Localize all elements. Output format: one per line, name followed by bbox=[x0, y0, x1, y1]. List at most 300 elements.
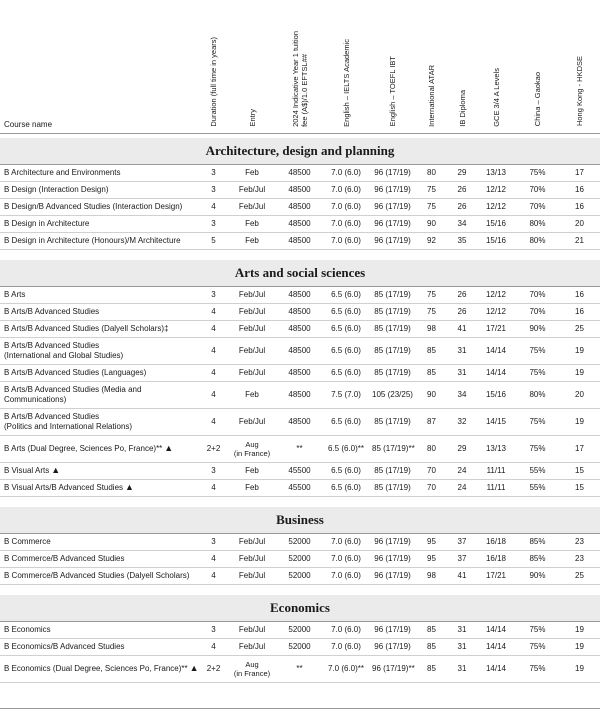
entry-cell: Feb bbox=[227, 479, 277, 496]
course-name: B Economics bbox=[4, 624, 51, 634]
ielts-cell: 7.0 (6.0) bbox=[322, 215, 370, 232]
toefl-cell: 96 (17/19) bbox=[370, 198, 415, 215]
ib-cell: 41 bbox=[448, 320, 476, 337]
gce-cell: 12/12 bbox=[476, 181, 516, 198]
course-name-cell bbox=[0, 638, 200, 655]
duration-cell: 2+2 bbox=[200, 655, 227, 682]
course-name-cell bbox=[0, 164, 200, 181]
section-heading-row bbox=[0, 595, 600, 622]
fee-cell: 48500 bbox=[277, 164, 322, 181]
duration-cell: 3 bbox=[200, 533, 227, 550]
entry-cell: Feb/Jul bbox=[227, 198, 277, 215]
gaokao-cell: 85% bbox=[516, 550, 559, 567]
table-row bbox=[0, 215, 600, 232]
course-name: B Economics/B Advanced Studies bbox=[4, 641, 125, 651]
gce-cell: 11/11 bbox=[476, 462, 516, 479]
atar-cell: 85 bbox=[415, 621, 448, 638]
toefl-cell: 96 (17/19) bbox=[370, 533, 415, 550]
gaokao-cell: 80% bbox=[516, 232, 559, 249]
course-name-cell bbox=[0, 320, 200, 337]
table-row bbox=[0, 164, 600, 181]
toefl-cell: 96 (17/19) bbox=[370, 164, 415, 181]
toefl-cell: 85 (17/19) bbox=[370, 364, 415, 381]
course-name: B Design in Architecture bbox=[4, 218, 90, 228]
gaokao-cell: 70% bbox=[516, 303, 559, 320]
gce-cell: 17/21 bbox=[476, 320, 516, 337]
atar-cell: 95 bbox=[415, 533, 448, 550]
course-name: B Arts bbox=[4, 289, 26, 299]
toefl-cell: 96 (17/19) bbox=[370, 638, 415, 655]
hkdse-cell: 23 bbox=[559, 550, 600, 567]
gce-cell: 12/12 bbox=[476, 286, 516, 303]
hkdse-cell: 25 bbox=[559, 567, 600, 584]
hkdse-cell: 25 bbox=[559, 320, 600, 337]
course-name-cell bbox=[0, 533, 200, 550]
ib-cell: 34 bbox=[448, 381, 476, 408]
table-row bbox=[0, 381, 600, 408]
fee-cell: 52000 bbox=[277, 621, 322, 638]
entry-cell: Feb bbox=[227, 381, 277, 408]
hkdse-cell: 15 bbox=[559, 479, 600, 496]
hkdse-cell: 19 bbox=[559, 337, 600, 364]
entry-cell: Feb/Jul bbox=[227, 303, 277, 320]
header-hkdse: Hong Kong - HKDSE bbox=[559, 0, 600, 133]
ielts-cell: 6.5 (6.0) bbox=[322, 303, 370, 320]
ib-cell: 26 bbox=[448, 303, 476, 320]
course-name-cell bbox=[0, 181, 200, 198]
entry-cell: Feb/Jul bbox=[227, 550, 277, 567]
fee-cell: 48500 bbox=[277, 303, 322, 320]
course-name-cell bbox=[0, 337, 200, 364]
header-fee-line1: 2024 Indicative Year 1 tuition bbox=[290, 30, 300, 127]
gaokao-cell: 75% bbox=[516, 408, 559, 435]
course-name: B Economics (Dual Degree, Sciences Po, France)** bbox=[4, 664, 188, 673]
hkdse-cell: 16 bbox=[559, 198, 600, 215]
duration-cell: 5 bbox=[200, 232, 227, 249]
table-row bbox=[0, 198, 600, 215]
course-name: B Arts/B Advanced Studies bbox=[4, 411, 100, 421]
hkdse-cell: 21 bbox=[559, 232, 600, 249]
atar-cell: 80 bbox=[415, 435, 448, 462]
gaokao-cell: 70% bbox=[516, 286, 559, 303]
course-name: B Commerce bbox=[4, 536, 51, 546]
atar-cell: 75 bbox=[415, 286, 448, 303]
ib-cell: 24 bbox=[448, 479, 476, 496]
section-heading-row bbox=[0, 507, 600, 534]
hkdse-cell: 19 bbox=[559, 621, 600, 638]
course-name-line2: Communications) bbox=[4, 394, 67, 404]
table-row bbox=[0, 550, 600, 567]
ib-cell: 35 bbox=[448, 232, 476, 249]
duration-cell: 3 bbox=[200, 164, 227, 181]
entry-cell: Feb/Jul bbox=[227, 408, 277, 435]
ib-cell: 31 bbox=[448, 655, 476, 682]
ib-cell: 37 bbox=[448, 533, 476, 550]
course-name: B Commerce/B Advanced Studies (Dalyell Scholars) bbox=[4, 570, 190, 580]
course-name-line2: (Politics and International Relations) bbox=[4, 421, 133, 431]
header-duration: Duration (full time in years) bbox=[200, 0, 227, 133]
ib-cell: 31 bbox=[448, 638, 476, 655]
ielts-cell: 6.5 (6.0) bbox=[322, 479, 370, 496]
entry-cell: Feb bbox=[227, 164, 277, 181]
duration-cell: 4 bbox=[200, 408, 227, 435]
ib-cell: 31 bbox=[448, 337, 476, 364]
entry-cell: Feb/Jul bbox=[227, 286, 277, 303]
entry-value: Aug bbox=[245, 659, 259, 669]
ielts-cell: 7.0 (6.0) bbox=[322, 164, 370, 181]
fee-cell: 48500 bbox=[277, 286, 322, 303]
ielts-cell: 7.0 (6.0) bbox=[322, 533, 370, 550]
section-title: Business bbox=[0, 507, 600, 534]
ielts-cell: 7.0 (6.0) bbox=[322, 550, 370, 567]
fee-cell: 52000 bbox=[277, 550, 322, 567]
toefl-cell: 85 (17/19)** bbox=[370, 435, 415, 462]
toefl-cell: 85 (17/19) bbox=[370, 479, 415, 496]
course-name-cell bbox=[0, 215, 200, 232]
ib-cell: 29 bbox=[448, 164, 476, 181]
ielts-cell: 7.0 (6.0) bbox=[322, 232, 370, 249]
toefl-cell: 96 (17/19)** bbox=[370, 655, 415, 682]
course-name-cell bbox=[0, 198, 200, 215]
gaokao-cell: 70% bbox=[516, 181, 559, 198]
duration-cell: 4 bbox=[200, 364, 227, 381]
course-name-line2: (International and Global Studies) bbox=[4, 350, 124, 360]
fee-cell: 48500 bbox=[277, 232, 322, 249]
ielts-cell: 6.5 (6.0) bbox=[322, 462, 370, 479]
course-name: B Arts/B Advanced Studies bbox=[4, 340, 100, 350]
table-row bbox=[0, 320, 600, 337]
header-course-name: Course name bbox=[0, 0, 200, 133]
toefl-cell: 85 (17/19) bbox=[370, 408, 415, 435]
course-name-cell bbox=[0, 286, 200, 303]
hkdse-cell: 23 bbox=[559, 533, 600, 550]
toefl-cell: 96 (17/19) bbox=[370, 181, 415, 198]
table-row bbox=[0, 479, 600, 496]
course-name-cell bbox=[0, 364, 200, 381]
toefl-cell: 105 (23/25) bbox=[370, 381, 415, 408]
ielts-cell: 7.0 (6.0)** bbox=[322, 655, 370, 682]
duration-cell: 3 bbox=[200, 215, 227, 232]
table-row bbox=[0, 435, 600, 462]
section-spacer bbox=[0, 249, 600, 260]
header-atar: International ATAR bbox=[415, 0, 448, 133]
atar-cell: 85 bbox=[415, 655, 448, 682]
header-gaokao: China – Gaokao bbox=[516, 0, 559, 133]
table-row bbox=[0, 408, 600, 435]
gaokao-cell: 75% bbox=[516, 164, 559, 181]
gaokao-cell: 90% bbox=[516, 320, 559, 337]
entry-cell: Feb/Jul bbox=[227, 638, 277, 655]
ib-cell: 26 bbox=[448, 181, 476, 198]
course-name: B Design/B Advanced Studies (Interaction Design) bbox=[4, 201, 183, 211]
duration-cell: 3 bbox=[200, 621, 227, 638]
ielts-cell: 7.0 (6.0) bbox=[322, 181, 370, 198]
duration-cell: 4 bbox=[200, 550, 227, 567]
course-name: B Visual Arts/B Advanced Studies bbox=[4, 483, 124, 492]
hkdse-cell: 15 bbox=[559, 462, 600, 479]
entry-cell: Feb/Jul bbox=[227, 533, 277, 550]
entry-cell: Feb/Jul bbox=[227, 567, 277, 584]
ielts-cell: 6.5 (6.0) bbox=[322, 364, 370, 381]
gce-cell: 16/18 bbox=[476, 533, 516, 550]
fee-cell: 45500 bbox=[277, 462, 322, 479]
entry-cell bbox=[227, 435, 277, 462]
gaokao-cell: 75% bbox=[516, 364, 559, 381]
toefl-cell: 85 (17/19) bbox=[370, 286, 415, 303]
spacer-cell bbox=[0, 496, 600, 507]
ib-cell: 29 bbox=[448, 435, 476, 462]
atar-cell: 98 bbox=[415, 567, 448, 584]
gaokao-cell: 80% bbox=[516, 215, 559, 232]
atar-cell: 70 bbox=[415, 462, 448, 479]
entry-cell: Feb bbox=[227, 462, 277, 479]
course-name-cell bbox=[0, 435, 200, 462]
table-row bbox=[0, 621, 600, 638]
fee-cell: 45500 bbox=[277, 479, 322, 496]
gaokao-cell: 75% bbox=[516, 621, 559, 638]
hkdse-cell: 19 bbox=[559, 408, 600, 435]
hkdse-cell: 16 bbox=[559, 303, 600, 320]
gaokao-cell: 55% bbox=[516, 462, 559, 479]
table-row bbox=[0, 303, 600, 320]
gaokao-cell: 55% bbox=[516, 479, 559, 496]
course-name-cell bbox=[0, 303, 200, 320]
ielts-cell: 7.0 (6.0) bbox=[322, 638, 370, 655]
table-row bbox=[0, 337, 600, 364]
gce-cell: 14/14 bbox=[476, 638, 516, 655]
ielts-cell: 7.0 (6.0) bbox=[322, 621, 370, 638]
triangle-icon: ▲ bbox=[125, 482, 134, 492]
entry-cell: Feb bbox=[227, 215, 277, 232]
table-body bbox=[0, 133, 600, 682]
table-row bbox=[0, 638, 600, 655]
table-row bbox=[0, 181, 600, 198]
toefl-cell: 96 (17/19) bbox=[370, 550, 415, 567]
header-fee-line2: fee (A$)/1.0 EFTSL## bbox=[299, 53, 309, 127]
header-ib: IB Diploma bbox=[448, 0, 476, 133]
course-name-cell bbox=[0, 462, 200, 479]
duration-cell: 2+2 bbox=[200, 435, 227, 462]
hkdse-cell: 19 bbox=[559, 364, 600, 381]
table-row bbox=[0, 655, 600, 682]
section-title: Economics bbox=[0, 595, 600, 622]
header-row bbox=[0, 0, 600, 133]
table-row bbox=[0, 286, 600, 303]
duration-cell: 3 bbox=[200, 462, 227, 479]
atar-cell: 90 bbox=[415, 381, 448, 408]
course-name: B Design (Interaction Design) bbox=[4, 184, 109, 194]
header-entry: Entry bbox=[227, 0, 277, 133]
entry-cell: Feb/Jul bbox=[227, 320, 277, 337]
fee-cell: 48500 bbox=[277, 320, 322, 337]
ielts-cell: 7.0 (6.0) bbox=[322, 198, 370, 215]
fee-cell: 52000 bbox=[277, 638, 322, 655]
fee-cell: ** bbox=[277, 655, 322, 682]
entry-cell: Feb bbox=[227, 232, 277, 249]
gce-cell: 17/21 bbox=[476, 567, 516, 584]
atar-cell: 85 bbox=[415, 364, 448, 381]
hkdse-cell: 17 bbox=[559, 164, 600, 181]
header-ielts: English – IELTS Academic bbox=[322, 0, 370, 133]
gaokao-cell: 85% bbox=[516, 533, 559, 550]
triangle-icon: ▲ bbox=[189, 663, 199, 673]
fee-cell: 48500 bbox=[277, 408, 322, 435]
section-title: Arts and social sciences bbox=[0, 260, 600, 287]
table-row bbox=[0, 364, 600, 381]
entry-value: Aug bbox=[245, 439, 259, 449]
course-name: B Visual Arts bbox=[4, 466, 50, 475]
fee-cell: 48500 bbox=[277, 337, 322, 364]
entry-note: (in France) bbox=[233, 668, 271, 678]
gce-cell: 15/16 bbox=[476, 381, 516, 408]
header-fee bbox=[277, 0, 322, 133]
course-name: B Architecture and Environments bbox=[4, 167, 121, 177]
duration-cell: 4 bbox=[200, 381, 227, 408]
table-row bbox=[0, 567, 600, 584]
course-name: B Arts (Dual Degree, Sciences Po, France)** bbox=[4, 444, 163, 453]
gce-cell: 15/16 bbox=[476, 215, 516, 232]
atar-cell: 75 bbox=[415, 181, 448, 198]
ib-cell: 26 bbox=[448, 286, 476, 303]
course-name: B Design in Architecture (Honours)/M Architecture bbox=[4, 235, 181, 245]
gce-cell: 14/14 bbox=[476, 621, 516, 638]
triangle-icon: ▲ bbox=[164, 443, 174, 453]
gaokao-cell: 90% bbox=[516, 567, 559, 584]
course-name-cell bbox=[0, 621, 200, 638]
triangle-icon: ▲ bbox=[51, 465, 61, 475]
course-name-cell bbox=[0, 550, 200, 567]
gce-cell: 14/14 bbox=[476, 364, 516, 381]
entry-cell: Feb/Jul bbox=[227, 621, 277, 638]
entry-cell: Feb/Jul bbox=[227, 181, 277, 198]
fee-cell: 48500 bbox=[277, 364, 322, 381]
entry-note: (in France) bbox=[233, 448, 271, 458]
ielts-cell: 7.0 (6.0) bbox=[322, 567, 370, 584]
header-toefl: English – TOEFL IBT bbox=[370, 0, 415, 133]
course-name: B Arts/B Advanced Studies (Dalyell Scholars)‡ bbox=[4, 323, 169, 333]
table-row bbox=[0, 462, 600, 479]
course-name-cell bbox=[0, 381, 200, 408]
gce-cell: 14/14 bbox=[476, 655, 516, 682]
toefl-cell: 96 (17/19) bbox=[370, 621, 415, 638]
duration-cell: 3 bbox=[200, 181, 227, 198]
atar-cell: 98 bbox=[415, 320, 448, 337]
header-gce: GCE 3/4 A Levels bbox=[476, 0, 516, 133]
ib-cell: 31 bbox=[448, 621, 476, 638]
gce-cell: 13/13 bbox=[476, 435, 516, 462]
ielts-cell: 6.5 (6.0)** bbox=[322, 435, 370, 462]
table-row bbox=[0, 232, 600, 249]
course-name: B Arts/B Advanced Studies bbox=[4, 306, 100, 316]
fee-cell: 52000 bbox=[277, 567, 322, 584]
gce-cell: 14/15 bbox=[476, 408, 516, 435]
atar-cell: 85 bbox=[415, 638, 448, 655]
ib-cell: 41 bbox=[448, 567, 476, 584]
toefl-cell: 85 (17/19) bbox=[370, 462, 415, 479]
section-spacer bbox=[0, 496, 600, 507]
ib-cell: 37 bbox=[448, 550, 476, 567]
section-heading-row bbox=[0, 260, 600, 287]
course-name-cell bbox=[0, 408, 200, 435]
spacer-cell bbox=[0, 249, 600, 260]
fee-cell: 48500 bbox=[277, 181, 322, 198]
ib-cell: 31 bbox=[448, 364, 476, 381]
atar-cell: 90 bbox=[415, 215, 448, 232]
hkdse-cell: 16 bbox=[559, 286, 600, 303]
atar-cell: 92 bbox=[415, 232, 448, 249]
course-name-cell bbox=[0, 479, 200, 496]
toefl-cell: 96 (17/19) bbox=[370, 232, 415, 249]
hkdse-cell: 19 bbox=[559, 638, 600, 655]
atar-cell: 85 bbox=[415, 337, 448, 364]
course-name: B Arts/B Advanced Studies (Languages) bbox=[4, 367, 147, 377]
section-heading-row bbox=[0, 138, 600, 165]
duration-cell: 4 bbox=[200, 198, 227, 215]
gce-cell: 13/13 bbox=[476, 164, 516, 181]
bottom-divider bbox=[0, 708, 600, 709]
ielts-cell: 6.5 (6.0) bbox=[322, 337, 370, 364]
toefl-cell: 85 (17/19) bbox=[370, 303, 415, 320]
fee-cell: 48500 bbox=[277, 215, 322, 232]
hkdse-cell: 17 bbox=[559, 435, 600, 462]
gaokao-cell: 75% bbox=[516, 638, 559, 655]
fee-cell: 48500 bbox=[277, 381, 322, 408]
hkdse-cell: 20 bbox=[559, 381, 600, 408]
atar-cell: 87 bbox=[415, 408, 448, 435]
atar-cell: 75 bbox=[415, 198, 448, 215]
gce-cell: 16/18 bbox=[476, 550, 516, 567]
ib-cell: 26 bbox=[448, 198, 476, 215]
atar-cell: 95 bbox=[415, 550, 448, 567]
gce-cell: 12/12 bbox=[476, 303, 516, 320]
gaokao-cell: 75% bbox=[516, 655, 559, 682]
fee-cell: ** bbox=[277, 435, 322, 462]
course-name-cell bbox=[0, 232, 200, 249]
duration-cell: 4 bbox=[200, 638, 227, 655]
course-name: B Arts/B Advanced Studies (Media and bbox=[4, 384, 142, 394]
ib-cell: 32 bbox=[448, 408, 476, 435]
gaokao-cell: 75% bbox=[516, 435, 559, 462]
table-row bbox=[0, 533, 600, 550]
ielts-cell: 6.5 (6.0) bbox=[322, 408, 370, 435]
section-spacer bbox=[0, 584, 600, 595]
ielts-cell: 6.5 (6.0) bbox=[322, 286, 370, 303]
gce-cell: 12/12 bbox=[476, 198, 516, 215]
ielts-cell: 6.5 (6.0) bbox=[322, 320, 370, 337]
duration-cell: 4 bbox=[200, 567, 227, 584]
duration-cell: 3 bbox=[200, 286, 227, 303]
toefl-cell: 96 (17/19) bbox=[370, 567, 415, 584]
gaokao-cell: 80% bbox=[516, 381, 559, 408]
entry-cell: Feb/Jul bbox=[227, 337, 277, 364]
toefl-cell: 85 (17/19) bbox=[370, 320, 415, 337]
gce-cell: 15/16 bbox=[476, 232, 516, 249]
ib-cell: 34 bbox=[448, 215, 476, 232]
gaokao-cell: 70% bbox=[516, 198, 559, 215]
atar-cell: 70 bbox=[415, 479, 448, 496]
ib-cell: 24 bbox=[448, 462, 476, 479]
hkdse-cell: 20 bbox=[559, 215, 600, 232]
duration-cell: 4 bbox=[200, 337, 227, 364]
duration-cell: 4 bbox=[200, 479, 227, 496]
duration-cell: 4 bbox=[200, 303, 227, 320]
course-name: B Commerce/B Advanced Studies bbox=[4, 553, 125, 563]
hkdse-cell: 16 bbox=[559, 181, 600, 198]
atar-cell: 75 bbox=[415, 303, 448, 320]
gce-cell: 11/11 bbox=[476, 479, 516, 496]
entry-cell: Feb/Jul bbox=[227, 364, 277, 381]
ielts-cell: 7.5 (7.0) bbox=[322, 381, 370, 408]
